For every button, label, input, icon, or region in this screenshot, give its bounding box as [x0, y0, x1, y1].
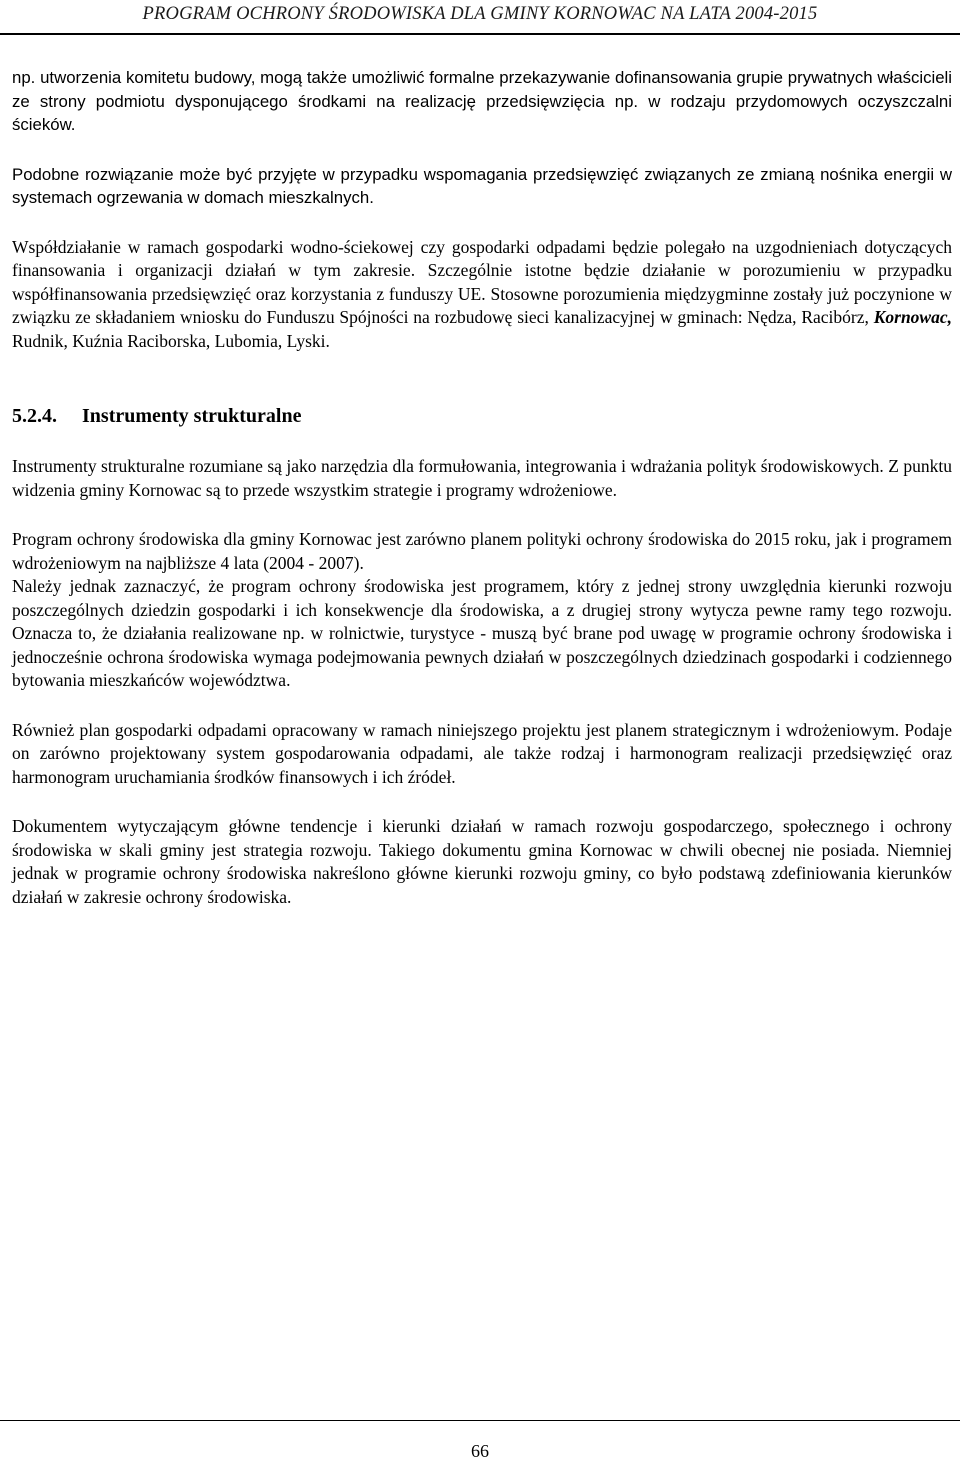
page-number: 66	[471, 1441, 489, 1461]
paragraph-structural-instruments: Instrumenty strukturalne rozumiane są jako narzędzia dla formułowania, integrowania i wdrażania polityk środowiskowych. Z punktu widzenia gminy Kornowac są to przede wszystkim strategie i programy wdrożeniowe.	[12, 456, 952, 500]
document-body	[12, 66, 952, 909]
paragraph-cooperation	[12, 236, 952, 354]
paragraph-cofinancing: np. utworzenia komitetu budowy, mogą także umożliwić formalne przekazywanie dofinansowania grupie prywatnych właścicieli ze strony podmiotu dysponującego środkami na realizację przedsięwzięcia np. w rodzaju przydomowych oczyszczalni ścieków.	[12, 68, 952, 134]
paragraph-program-scope: Program ochrony środowiska dla gminy Kornowac jest zarówno planem polityki ochrony środowiska do 2015 roku, jak i programem wdrożeniowym na najbliższe 4 lata (2004 - 2007).	[12, 529, 952, 573]
paragraph-development-strategy: Dokumentem wytyczającym główne tendencje i kierunki działań w ramach rozwoju gospodarczego, społecznego i ochrony środowiska w skali gminy jest strategia rozwoju. Takiego dokumentu gmina Kornowac w chwili obecnej nie posiada. Niemniej jednak w programie ochrony środowiska nakreślono główne kierunki rozwoju gminy, co było podstawą zdefiniowania kierunków działań w zakresie ochrony środowiska.	[12, 816, 952, 907]
paragraph-energy-carrier: Podobne rozwiązanie może być przyjęte w przypadku wspomagania przedsięwzięć związanych ze zmianą nośnika energii w systemach ogrzewania w domach mieszkalnych.	[12, 164, 952, 207]
header-rule	[0, 33, 960, 35]
paragraph-cooperation-end: Rudnik, Kuźnia Raciborska, Lubomia, Lyski.	[12, 330, 330, 351]
paragraph-program-framework: Należy jednak zaznaczyć, że program ochrony środowiska jest programem, który z jednej strony uwzględnia kierunki rozwoju poszczególnych dziedzin gospodarki i ich konsekwencje dla środowiska, a z drugiej strony wytycza pewne ramy tego rozwoju. Oznacza to, że działania realizowane np. w rolnictwie, turystyce - muszą być brane pod uwagę w programie ochrony środowiska i jednocześnie ochrona środowiska wymaga podejmowania pewnych działań w poszczególnych dziedzinach gospodarki i codziennego bytowania mieszkańców województwa.	[12, 576, 952, 690]
kornowac-highlight: Kornowac,	[873, 307, 952, 327]
footer-rule	[0, 1420, 960, 1421]
section-heading	[12, 403, 952, 429]
paragraph-waste-plan: Również plan gospodarki odpadami opracowany w ramach niniejszego projektu jest planem strategicznym i wdrożeniowym. Podaje on zarówno projektowany system gospodarowania odpadami, ale także rodzaj i harmonogram realizacji przedsięwzięć oraz harmonogram uruchamiania środków finansowych i ich źródeł.	[12, 719, 952, 787]
paragraph-cooperation-text: Współdziałanie w ramach gospodarki wodno-ściekowej czy gospodarki odpadami będzie polegało na uzgodnieniach dotyczących finansowania i organizacji działań w tym zakresie. Szczególnie istotne będzie działanie w porozumieniu w przypadku współfinansowania przedsięwzięć oraz korzystania z funduszy UE. Stosowne porozumienia międzygminne zostały już poczynione w związku ze składaniem wniosku do Funduszu Spójności na rozbudowę sieci kanalizacyjnej w gminach: Nędza, Racibórz,	[12, 236, 952, 327]
section-title: Instrumenty strukturalne	[82, 405, 302, 427]
running-header: PROGRAM OCHRONY ŚRODOWISKA DLA GMINY KORNOWAC NA LATA 2004-2015	[142, 4, 818, 24]
section-number: 5.2.4.	[12, 405, 57, 427]
